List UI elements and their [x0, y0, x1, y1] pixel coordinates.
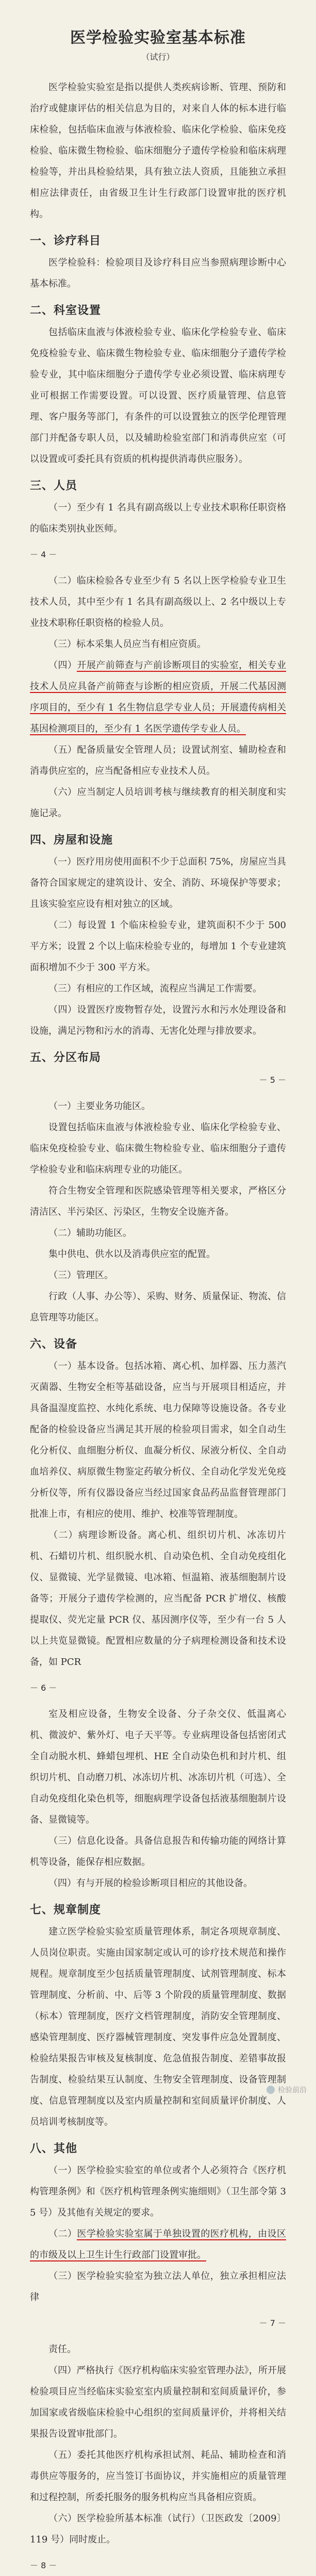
section-3-item-2: （二）临床检验各专业至少有 5 名以上医学检验专业卫生技术人员，其中至少有 1 名具有副高级以上、2 名中级以上专业技术职称任职资格的检验人员。 — [30, 575, 286, 629]
section-2-paragraph: 包括临床血液与体液检验专业、临床化学检验专业、临床免疫检验专业、临床微生物检验专业、临床细胞分子遗传学检验专业，其中临床细胞分子遗传学专业必须设置、临床病理专业可根据工作需要设置。可以设置、医疗质量管理、信息管理、客户服务等部门，有条件的可以设置独立的医学伦理管理部门并配备专职人员，以及辅助检验室部门和消毒供应室（可以设置或可委托具有资质的机构提供消毒供应服务）。 — [30, 327, 286, 465]
section-8-item-3: （三）医学检验实验室为独立法人单位，独立承担相应法律 — [30, 2271, 286, 2303]
section-5-item-4: （二）辅助功能区。 — [48, 1228, 132, 1239]
section-5-item-6: （三）管理区。 — [48, 1270, 113, 1281]
section-6-item-3: 室及相应设备，生物安全设备、分子杂交仪、低温离心机、微波炉、紫外灯、电子天平等。专业病理设备包括密闭式全自动脱水机、蜂蜡包埋机、HE 全自动染色机和封片机、组织切片机、自动磨刀机、冰冻切片机、冰冻切片机（可选）、全自动免疫组化染色机等，细胞病理学设备包括液基细胞制片设备、显微镜等。 — [30, 1709, 286, 1825]
page-number-8: － 8 － — [30, 2561, 57, 2570]
section-5-item-3: 符合生物安全管理和医院感染管理等相关要求，严格区分清洁区、半污染区、污染区，生物安全设施齐备。 — [30, 1185, 286, 1217]
section-4-item-4: （四）设置医疗废物暂存处，设置污水和污水处理设备和设施，满足污物和污水的消毒、无害化处理与排放要求。 — [30, 1004, 286, 1036]
intro-paragraph: 医学检验实验室是指以提供人类疾病诊断、管理、预防和治疗或健康评估的相关信息为目的，对来自人体的标本进行临床检验，包括临床血液与体液检验、临床化学检验、临床免疫检验、临床微生物检验、临床细胞分子遗传学检验和临床病理检验等，并出具检验结果，具有独立法人资质，且能独立承担相应法律责任，由省级卫生计生行政部门设置审批的医疗机构。 — [30, 82, 286, 220]
page-number-5: － 5 － — [259, 1075, 286, 1085]
section-heading-1: 一、诊疗科目 — [30, 235, 102, 247]
document-subtitle: （试行） — [141, 52, 175, 62]
section-3-item-4 — [30, 655, 286, 739]
highlighted-text-approval: 医学检验实验室属于单独设置的医疗机构，由设区的市级及以上卫生计生行政部门设置审批。 — [30, 2228, 286, 2260]
item-2-prefix: （二） — [48, 2228, 77, 2239]
section-3-item-5: （五）配备质量安全管理人员；设置试剂室、辅助检查和消毒供应室的，应当配备相应专业技术人员。 — [30, 745, 286, 777]
section-8-item-6: （六）医学检验所基本标准（试行）（卫医政发〔2009〕119 号）同时废止。 — [30, 2513, 286, 2545]
section-8-item-5: （五）委托其他医疗机构承担试剂、耗品、辅助检查和消毒供应等服务的，应当签订书面协议，并实施相应的质量管理和过程控制，所委托服务的服务机构应当具备相应资质。 — [30, 2450, 286, 2503]
wechat-logo-icon — [267, 2086, 275, 2094]
section-5-item-1: （一）主要业务功能区。 — [48, 1101, 151, 1112]
section-heading-8: 八、其他 — [30, 2142, 78, 2155]
section-6-item-5: （四）有与开展的检验诊断项目相应的其他设备。 — [48, 1878, 253, 1889]
section-4-item-1: （一）医疗用房使用面积不少于总面积 75%，房屋应当具备符合国家规定的建筑设计、安全、消防、环境保护等要求；且该实验室应设有相对独立的区域。 — [30, 856, 286, 910]
item-4-prefix: （四） — [48, 660, 77, 671]
section-4-item-2: （二）每设置 1 个临床检验专业，建筑面积不少于 500 平方米；设置 2 个以上临床检验专业的，每增加 1 个专业建筑面积增加不少于 300 平方米。 — [30, 920, 286, 973]
watermark-text: 检验前沿 — [278, 2086, 307, 2094]
section-8-item-4: （四）严格执行《医疗机构临床实验室管理办法》，所开展检验项目应当经临床实验室室内质量控制和室间质量评价，参加国家或省级临床检验中心组织的室间质量评价，并将相关结果报告设置审批部门。 — [30, 2365, 286, 2439]
section-6-item-2: （二）病理诊断设备。离心机、组织切片机、冰冻切片机、石蜡切片机、组织脱水机、自动染色机、全自动免疫组化仪、显微镜、光学显微镜、电冰箱、恒温箱、液基细胞制片设备等；开展分子遗传学检测的，应当配备 PCR 扩增仪、核酸提取仪、荧光定量 PCR 仪、基因测序仪等，至少有一台 5 人以上共览显微镜。配置相应数量的分子病理检测设备和技术设备，如 PCR — [30, 1530, 286, 1667]
section-3-item-1: （一）至少有 1 名具有副高级以上专业技术职称任职资格的临床类别执业医师。 — [30, 502, 286, 534]
section-8-item-1: （一）医学检验实验室的单位或者个人必须符合《医疗机构管理条例》和《医疗机构管理条例实施细则》（卫生部令第 35 号）及其他有关规定的要求。 — [30, 2165, 286, 2218]
section-heading-7: 七、规章制度 — [30, 1904, 102, 1917]
section-6-item-1: （一）基本设备。包括冰箱、离心机、加样器、压力蒸汽灭菌器、生物安全柜等基础设备，应当与开展项目相适应，并具备温湿度监控、水纯化系统、电力保障等设施设备。各专业配备的检验设备应当满足其开展的检验项目需求，如全自动生化分析仪、血细胞分析仪、血凝分析仪、尿液分析仪、全自动血培养仪、病原微生物鉴定药敏分析仪、全自动化学发光免疫分析仪等，所有仪器设备应当经过国家食品药品监督管理部门批准上市，有相应的使用、维护、校准等管理制度。 — [30, 1361, 286, 1520]
section-8-item-3-cont: 责任。 — [48, 2344, 76, 2355]
section-3-item-3: （三）标本采集人员应当有相应资质。 — [48, 639, 206, 650]
section-4-item-3: （三）有相应的工作区域，流程应当满足工作需要。 — [48, 983, 262, 994]
document-title: 医学检验实验室基本标准 — [70, 29, 246, 47]
highlighted-text-prenatal: 开展产前筛查与产前诊断项目的实验室，相关专业技术人员应具备产前筛查与诊断的相应资质，开展二代基因测序项目的，至少有 1 名生物信息学专业人员；开展遗传病相关基因检测项目的，至少有 1 名医学遗传学专业人员。 — [30, 660, 286, 734]
section-5-item-2: 设置包括临床血液与体液检验专业、临床化学检验专业、临床免疫检验专业、临床微生物检验专业、临床细胞分子遗传学检验专业和临床病理专业的功能区。 — [30, 1122, 286, 1175]
section-5-item-7: 行政（人事、办公等）、采购、财务、质量保证、物流、信息管理等功能区。 — [30, 1291, 286, 1323]
section-3-item-6: （六）应当制定人员培训考核与继续教育的相关制度和实施记录。 — [30, 787, 286, 819]
section-5-item-5: 集中供电、供水以及消毒供应室的配置。 — [48, 1249, 215, 1260]
section-8-item-2 — [30, 2223, 286, 2266]
watermark — [267, 2085, 307, 2095]
section-7-paragraph: 建立医学检验实验室质量管理体系，制定各项规章制度、人员岗位职责。实施由国家制定或认可的诊疗技术规范和操作规程。规章制度至少包括质量管理制度、试剂管理制度、标本管理制度、分析前、中、后等 3 个阶段的质量管理制度、数据（标本）管理制度，医疗文档管理制度，消防安全管理制度、感染管理制度、医疗器械管理制度、突发事件应急处置制度、检验结果报告审核及复核制度、危急值报告制度、差错事故报告制度、检验结果互认制度、生物安全管理制度、设备管理制度、信息管理制度以及室内质量控制和室间质量评价制度、人员培训考核制度等。 — [30, 1926, 286, 2127]
section-heading-2: 二、科室设置 — [30, 304, 102, 317]
section-heading-3: 三、人员 — [30, 480, 78, 492]
section-6-item-4: （三）信息化设备。具备信息报告和传输功能的网络计算机等设备，能保存相应数据。 — [30, 1836, 286, 1868]
page-number-4: － 4 － — [30, 550, 57, 559]
section-heading-6: 六、设备 — [30, 1338, 78, 1351]
page-number-6: － 6 － — [30, 1683, 57, 1693]
page-number-7: － 7 － — [259, 2318, 286, 2328]
section-heading-5: 五、分区布局 — [30, 1051, 102, 1064]
section-heading-4: 四、房屋和设施 — [30, 834, 113, 847]
section-1-paragraph: 医学检验科：检验项目及诊疗科目应当参照病理诊断中心基本标准。 — [30, 257, 286, 289]
